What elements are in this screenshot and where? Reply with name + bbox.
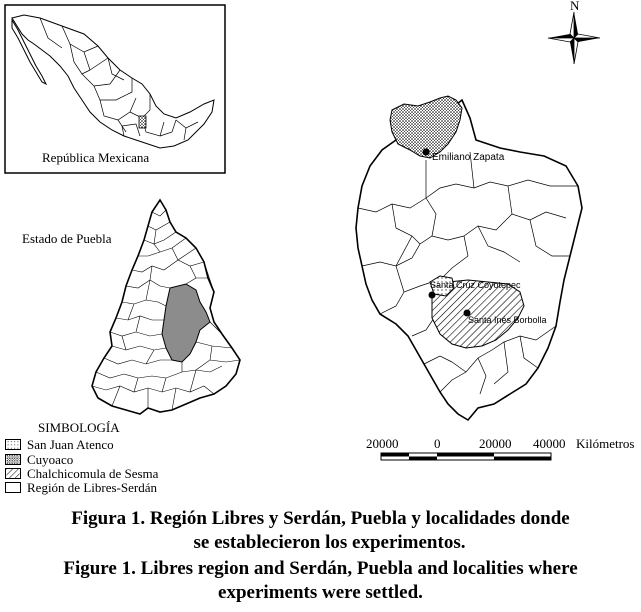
state-map-title: Estado de Puebla — [22, 231, 112, 246]
caption-english-line-1: Figure 1. Libres region and Serdán, Puebla and localities where — [63, 558, 578, 579]
place-label-emiliano-zapata: Emiliano Zapata — [432, 152, 505, 163]
puebla-location-marker — [139, 116, 146, 128]
dense-dots-pattern-swatch — [5, 454, 21, 465]
region-outline — [356, 100, 582, 420]
legend-label: Cuyoaco — [27, 451, 74, 467]
scale-tick-3: 40000 — [533, 436, 566, 451]
place-label-santa-ines-borbolla: Santa Inés Borbolla — [468, 315, 547, 325]
place-marker-santa-cruz-coyotepec — [429, 292, 436, 299]
dots-pattern-swatch — [5, 439, 21, 450]
scale-segment-4 — [494, 457, 551, 461]
inset-title: República Mexicana — [42, 150, 150, 165]
hatch-pattern-swatch — [5, 468, 21, 479]
scale-segment-3 — [437, 453, 494, 457]
legend-label: Región de Libres-Serdán — [27, 479, 157, 495]
caption-spanish-line-1: Figura 1. Región Libres y Serdán, Puebla y localidades donde — [71, 508, 570, 529]
legend-item-libres-serdan — [5, 480, 157, 495]
scale-tick-1: 0 — [434, 436, 441, 451]
caption-spanish-line-2: se establecieron los experimentos. — [193, 532, 466, 553]
scale-bar — [366, 436, 635, 460]
place-marker-emiliano-zapata — [423, 149, 430, 156]
legend-label: Chalchicomula de Sesma — [27, 465, 159, 481]
scale-tick-0: 20000 — [366, 436, 399, 451]
inset-mexico-map — [5, 5, 225, 173]
caption-english-line-2: experiments were settled. — [218, 582, 423, 603]
puebla-state-map — [22, 200, 240, 414]
blank-swatch — [5, 482, 21, 493]
place-label-santa-cruz-coyotepec: Santa Cruz Coyotepec — [430, 280, 521, 290]
scale-tick-2: 20000 — [479, 436, 512, 451]
scale-unit: Kilómetros — [576, 436, 635, 451]
north-arrow — [548, 0, 600, 64]
scale-segment-2 — [409, 457, 437, 461]
legend-item-san-juan-atenco — [5, 437, 114, 452]
north-label: N — [570, 0, 580, 13]
legend-title: SIMBOLOGÍA — [38, 420, 120, 435]
scale-segment-1 — [381, 453, 409, 457]
libres-serdan-detail-map — [356, 96, 582, 420]
legend-label: San Juan Atenco — [27, 436, 114, 452]
